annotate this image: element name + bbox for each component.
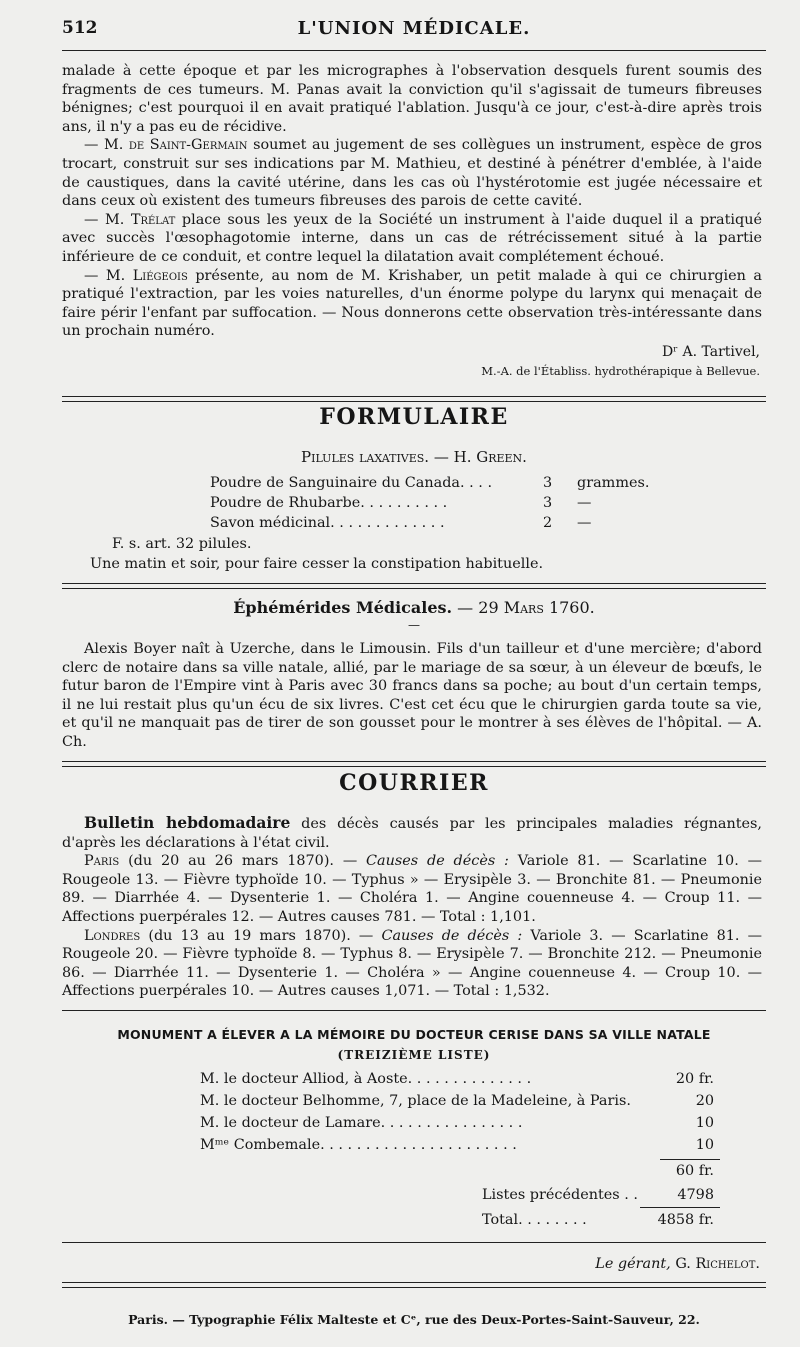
formula-quantity: F. s. art. 32 pilules.: [112, 536, 252, 552]
section-rule: [62, 1242, 766, 1243]
city-name: Londres: [84, 927, 141, 944]
page-number: 512: [62, 18, 98, 38]
gerant-label: Le gérant,: [595, 1256, 671, 1272]
author-affiliation: M.-A. de l'Établiss. hydrothérapique à Bellevue.: [481, 364, 760, 378]
section-rule: [62, 396, 766, 397]
ingredient-name: Poudre de Sanguinaire du Canada. . . .: [210, 475, 493, 491]
printer-footer: Paris. — Typographie Félix Malteste et Cᵉ, rue des Deux-Portes-Saint-Sauveur, 22.: [128, 1312, 700, 1327]
speaker-name: M. de Saint-Germain: [103, 137, 248, 154]
gerant-signature: [595, 1256, 760, 1272]
ingredient-name: Savon médicinal. . . . . . . . . . . . .: [210, 515, 445, 531]
donor-name: M. le docteur Alliod, à Aoste. . . . . . . . . . . . . .: [200, 1071, 532, 1087]
section-rule: [62, 766, 766, 767]
total-label: Total. . . . . . . .: [482, 1212, 587, 1228]
intro-paragraph-4: — M. Liégeois présente, au nom de M. Krishaber, un petit malade à qui ce chirurgien a pratiqué l'extraction, par les voies naturelles, d'un énorme polype du larynx qui menaçait de faire périr l'enfant par suffocation. — Nous donnerons cette observation très-intéressante dans un prochain numéro.: [62, 267, 763, 340]
author-signature: Dʳ A. Tartivel,: [661, 344, 760, 360]
londres-paragraph: Londres (du 13 au 19 mars 1870). — Causes de décès : Variole 3. — Scarlatine 81. — Rougeole 20. — Fièvre typhoïde 8. — Typhus 8. — Erysipèle 7. — Bronchite 212. — Pneumonie 86. — Diarrhée 11. — Dysenterie 1. — Choléra » — Angine couenneuse 4. — Croup 10. — Affections puerpérales 10. — Autres causes 1,071. — Total : 1,532.: [62, 927, 762, 1000]
previous-value: 4798: [677, 1187, 714, 1203]
speaker-name: M. Trélat: [104, 211, 176, 228]
total-value: 4858 fr.: [657, 1212, 714, 1228]
donor-amount: 10: [695, 1137, 714, 1153]
bulletin-title: Bulletin hebdomadaire: [84, 813, 291, 832]
donor-name: Mᵐᵉ Combemale. . . . . . . . . . . . . . . . . . . . . .: [200, 1137, 517, 1153]
intro-article: [62, 62, 762, 341]
total-rule: [640, 1207, 720, 1208]
paris-paragraph: Paris (du 20 au 26 mars 1870). — Causes de décès : Variole 81. — Scarlatine 10. — Rougeole 13. — Fièvre typhoïde 10. — Typhus » — Erysipèle 3. — Bronchite 81. — Pneumonie 89. — Diarrhée 4. — Dysenterie 1. — Choléra 1. — Angine couenneuse 4. — Croup 11. — Affections puerpérales 12. — Autres causes 781. — Total : 1,101.: [62, 853, 762, 925]
ephemerides-heading: [62, 598, 766, 617]
courrier-article: [62, 814, 762, 1001]
ingredient-unit: —: [577, 515, 592, 531]
ingredient-unit: grammes.: [577, 475, 650, 491]
ephemerides-text: Alexis Boyer naît à Uzerche, dans le Limousin. Fils d'un tailleur et d'une mercière; d'abord clerc de notaire dans sa ville natale, allié, par le mariage de sa sœur, à un éleveur de bœufs, le futur baron de l'Empire vint à Paris avec 30 francs dans sa poche; au bout d'un certain temps, il ne lui restait plus qu'un écu de six livres. C'est cet écu que le chirurgien garda toute sa vie, et qu'il ne manquait pas de tirer de son gousset pour le montrer à ses élèves de l'hôpital. — A. Ch.: [62, 641, 762, 750]
courrier-title: COURRIER: [339, 770, 489, 796]
intro-paragraph-1: malade à cette époque et par les micrographes à l'observation desquels furent soumis des fragments de ces tumeurs. M. Panas avait la conviction qu'il s'agissait de tumeurs fibreuses bénignes; c'est pourquoi il en avait pratiqué l'ablation. Jusqu'à ce jour, c'est-à-dire après trois ans, il n'y a pas eu de récidive.: [62, 63, 762, 135]
formula-usage: Une matin et soir, pour faire cesser la constipation habituelle.: [90, 556, 544, 572]
section-rule: [62, 583, 766, 584]
footer-rule: [62, 1287, 766, 1288]
speaker-name: M. Liégeois: [105, 267, 188, 284]
ephemerides-date: — 29 Mars 1760.: [452, 598, 595, 617]
journal-title: L'UNION MÉDICALE.: [297, 18, 531, 39]
previous-label: Listes précédentes . .: [482, 1187, 638, 1203]
ingredient-unit: —: [577, 495, 592, 511]
subtotal-rule: [660, 1159, 720, 1160]
ephemerides-dash: —: [408, 618, 420, 632]
bulletin-paragraph: Bulletin hebdomadaire des décès causés par les principales maladies régnantes, d'après les déclarations à l'état civil.: [62, 813, 762, 851]
formulaire-title: FORMULAIRE: [319, 404, 509, 430]
section-rule: [62, 1010, 766, 1011]
donor-name: M. le docteur Belhomme, 7, place de la Madeleine, à Paris.: [200, 1093, 631, 1109]
intro-paragraph-3: — M. Trélat place sous les yeux de la Société un instrument à l'aide duquel il a pratiqué avec succès l'œsophagotomie interne, dans un cas de rétrécissement situé à la partie inférieure de ce conduit, et contre lequel la dilatation avait complétement échoué.: [62, 211, 763, 265]
ingredient-qty: 3: [543, 495, 553, 511]
donor-amount: 20 fr.: [675, 1071, 714, 1087]
gerant-name: G. Richelot.: [670, 1256, 760, 1272]
footer-rule: [62, 1282, 766, 1283]
ephemerides-article: [62, 640, 762, 752]
formulaire-subtitle: Pilules laxatives. — H. Green.: [301, 448, 527, 466]
monument-title: MONUMENT A ÉLEVER A LA MÉMOIRE DU DOCTEUR CERISE DANS SA VILLE NATALE: [117, 1027, 711, 1042]
page-header: [62, 18, 766, 46]
ingredient-name: Poudre de Rhubarbe. . . . . . . . . .: [210, 495, 448, 511]
city-name: Paris: [84, 853, 120, 870]
subtotal-value: 60 fr.: [675, 1163, 714, 1179]
donor-amount: 10: [695, 1115, 714, 1131]
intro-paragraph-2: — M. de Saint-Germain soumet au jugement de ses collègues un instrument, espèce de gros trocart, construit sur ses indications par M. Mathieu, et destiné à pénétrer d'emblée, à l'aide de caustiques, dans la cavité utérine, dans les cas où l'hystérotomie est jugée nécessaire et dans ceux où existent des tumeurs fibreuses des parois de cette cavité.: [62, 137, 763, 210]
header-rule: [62, 50, 766, 51]
section-rule: [62, 588, 766, 589]
donor-amount: 20: [695, 1093, 714, 1109]
ingredient-qty: 3: [543, 475, 553, 491]
section-rule: [62, 761, 766, 762]
donor-name: M. le docteur de Lamare. . . . . . . . . . . . . . . .: [200, 1115, 523, 1131]
ingredient-qty: 2: [543, 515, 553, 531]
monument-subtitle: (TREIZIÈME LISTE): [337, 1048, 491, 1062]
ephemerides-title: Éphémérides Médicales.: [233, 598, 453, 617]
section-rule: [62, 401, 766, 402]
